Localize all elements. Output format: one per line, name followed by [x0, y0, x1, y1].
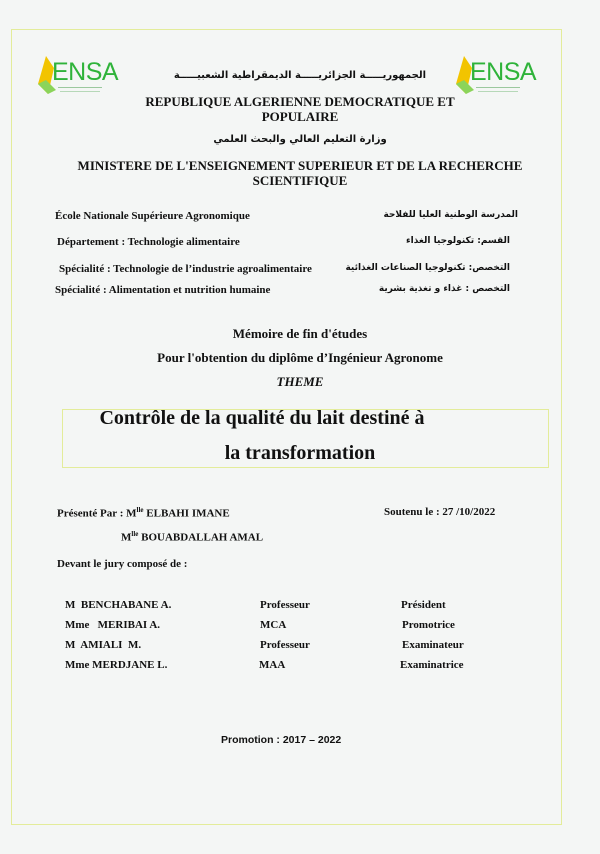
jury-role: Président — [401, 599, 446, 611]
department-ar: القسم: تكنولوجيا الغذاء — [406, 236, 510, 246]
logo-text: ENSA — [52, 58, 119, 86]
thesis-title-line-1: Contrôle de la qualité du lait destiné à — [99, 407, 425, 429]
ministry-title — [40, 158, 560, 188]
jury-name: Mme MERIBAI A. — [65, 619, 161, 631]
student-1-title-sup: lle — [136, 506, 144, 514]
ministry-line-2: SCIENTIFIQUE — [252, 173, 348, 188]
jury-name: M BENCHABANE A. — [65, 599, 172, 611]
student-2 — [121, 530, 263, 544]
jury-intro: Devant le jury composé de : — [57, 558, 188, 570]
logo-tagline — [478, 91, 518, 92]
student-1-name: ELBAHI IMANE — [143, 507, 230, 520]
jury-grade: MAA — [259, 659, 286, 671]
jury-grade: Professeur — [260, 639, 310, 651]
jury-role: Examinatrice — [400, 659, 464, 671]
ensa-logo-left — [34, 54, 119, 98]
jury-role: Promotrice — [402, 619, 455, 631]
republic-title — [100, 94, 500, 124]
promotion: Promotion : 2017 – 2022 — [221, 734, 342, 746]
presented-by — [57, 506, 230, 520]
speciality-2: Spécialité : Alimentation et nutrition humaine — [55, 284, 271, 296]
jury-role: Examinateur — [402, 639, 464, 651]
diploma-line: Pour l'obtention du diplôme d’Ingénieur Agronome — [157, 350, 443, 365]
student-2-title: M — [121, 531, 132, 544]
republic-line-1: REPUBLIQUE ALGERIENNE DEMOCRATIQUE ET — [145, 94, 455, 109]
jury-name: M AMIALI M. — [65, 639, 142, 651]
logo-tagline — [58, 87, 102, 88]
jury-name: Mme MERDJANE L. — [65, 659, 168, 671]
jury-grade: MCA — [260, 619, 287, 631]
student-2-name: BOUABDALLAH AMAL — [138, 531, 264, 544]
presented-by-label: Présenté Par : — [57, 507, 127, 520]
student-1-title: M — [126, 507, 137, 520]
arabic-ministry: وزارة التعليم العالي والبحث العلمي — [213, 134, 387, 145]
memoire-title: Mémoire de fin d'études — [232, 326, 368, 341]
logo-tagline — [60, 91, 100, 92]
ministry-line-1: MINISTERE DE L'ENSEIGNEMENT SUPERIEUR ET DE LA RECHERCHE — [77, 158, 523, 173]
department: Département : Technologie alimentaire — [57, 236, 240, 248]
logo-text: ENSA — [470, 58, 537, 86]
school-name: École Nationale Supérieure Agronomique — [55, 210, 250, 222]
theme-label: THEME — [276, 374, 324, 389]
speciality-2-ar: التخصص : غذاء و تغذية بشرية — [378, 284, 510, 294]
jury-grade: Professeur — [260, 599, 310, 611]
student-2-title-sup: lle — [131, 530, 139, 538]
speciality-1: Spécialité : Technologie de l’industrie agroalimentaire — [59, 263, 312, 275]
thesis-title-line-2: la transformation — [224, 442, 376, 464]
speciality-1-ar: التخصص: تكنولوجيا الصناعات الغذائية — [345, 263, 510, 273]
logo-tagline — [476, 87, 520, 88]
school-name-ar: المدرسة الوطنية العليا للفلاحة — [383, 210, 518, 220]
republic-line-2: POPULAIRE — [261, 109, 339, 124]
defense-date: Soutenu le : 27 /10/2022 — [384, 506, 496, 518]
arabic-republic: الجمهوريـــــة الجزائريـــــة الديمقراطية الشعبيـــــة — [173, 70, 427, 81]
